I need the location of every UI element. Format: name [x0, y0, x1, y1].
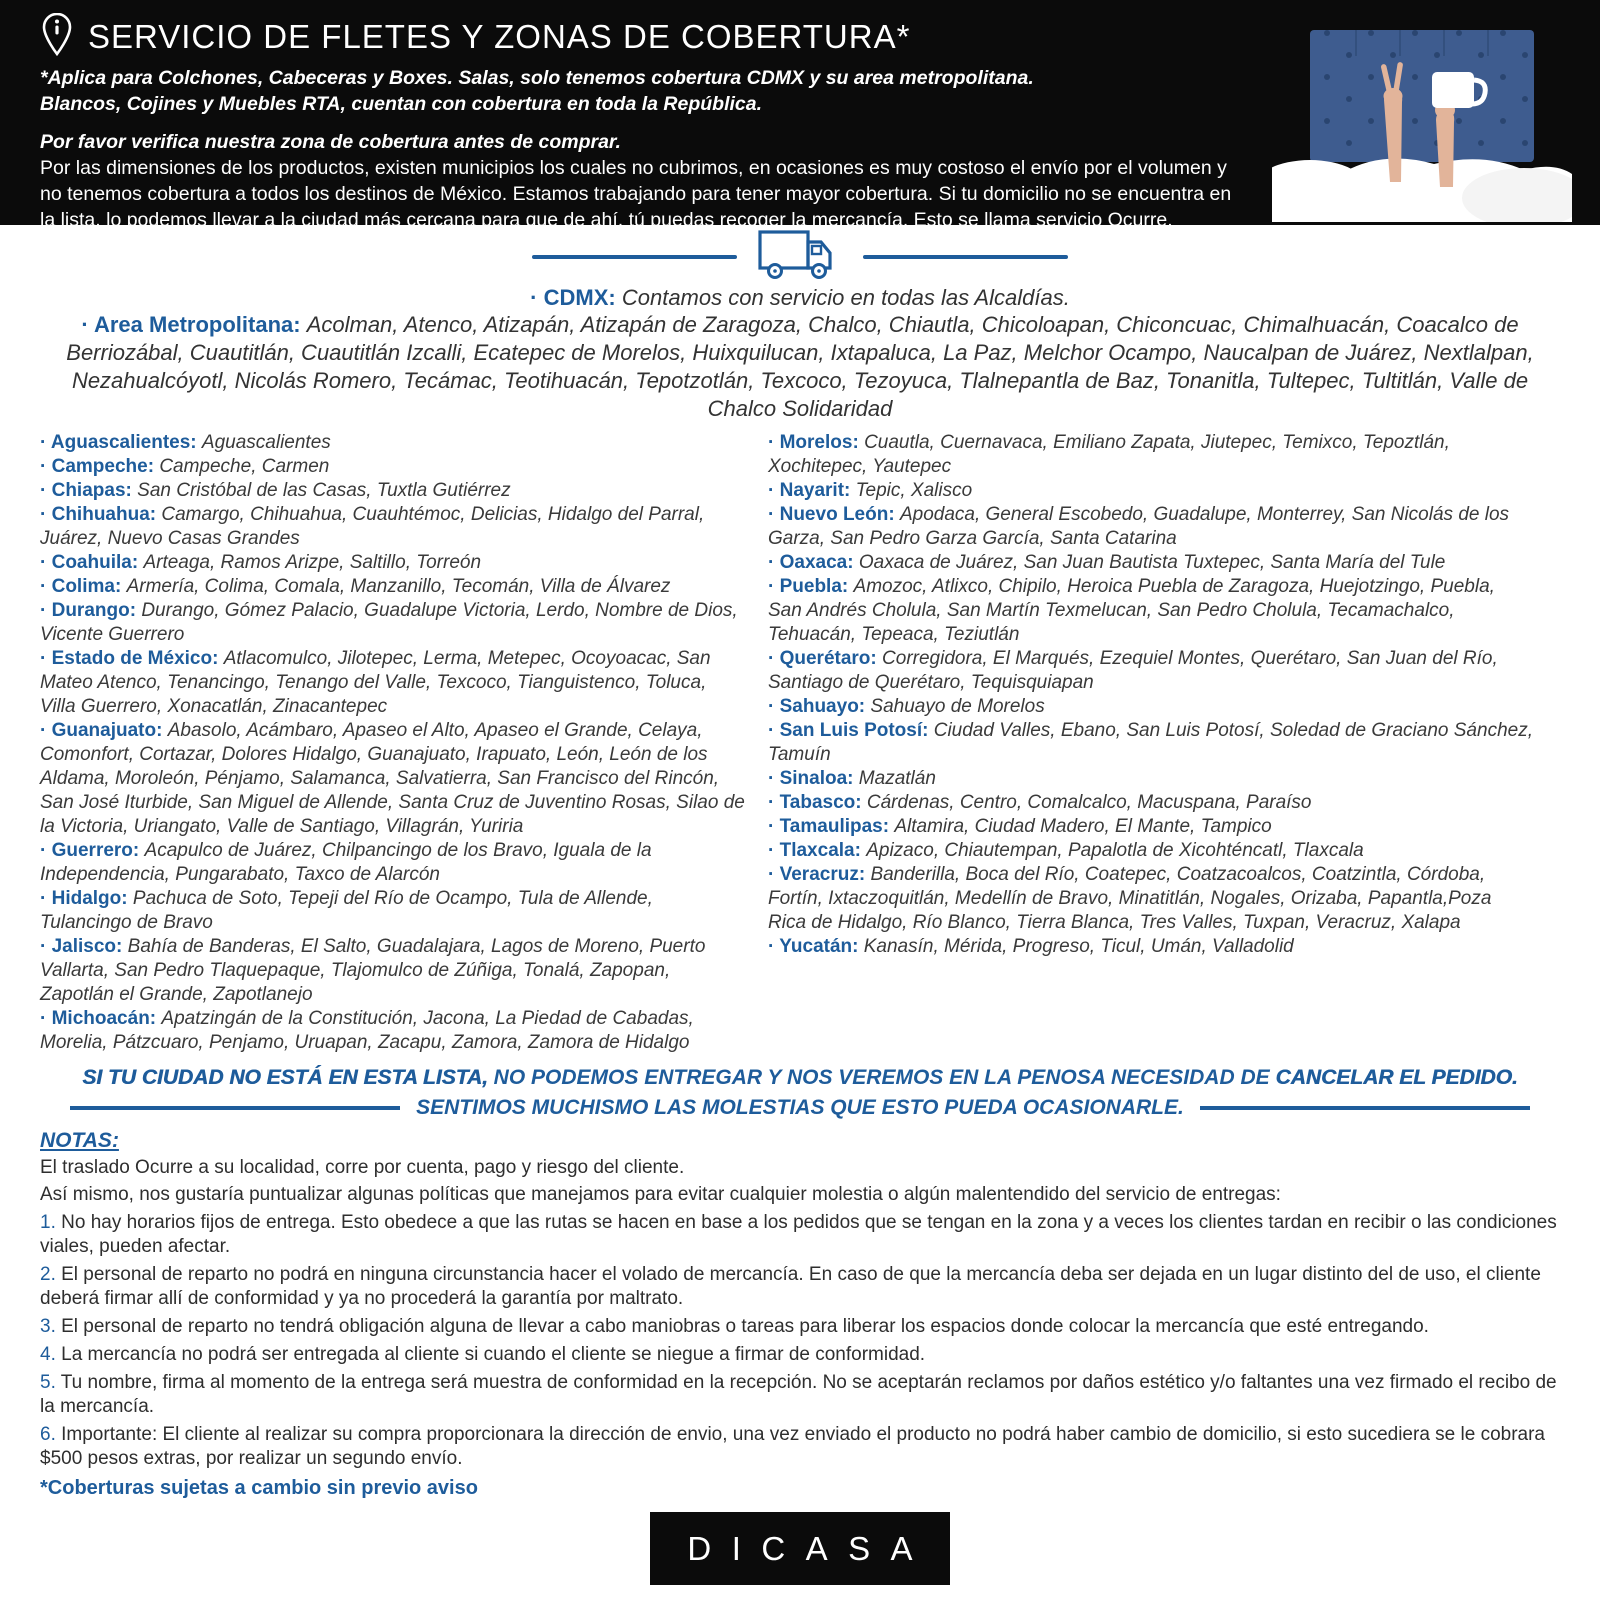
coverage-entry [40, 935, 746, 1007]
note-number: 6. [40, 1424, 62, 1445]
coverage-footnote: *Coberturas sujetas a cambio sin previo aviso [40, 1477, 478, 1499]
cities-list: Arteaga, Ramos Arizpe, Saltillo, Torreón [143, 552, 482, 573]
cdmx-text: Contamos con servicio en todas las Alcaldías. [621, 285, 1070, 310]
bullet-dot: · [768, 864, 780, 885]
cities-list: Bahía de Banderas, El Salto, Guadalajara, Lagos de Moreno, Puerto Vallarta, San Pedro Tlaquepaque, Tlajomulco de Zúñiga, Tonalá, Zapopan, Zapotlán el Grande, Zapotlanejo [40, 936, 706, 1005]
cities-list: Abasolo, Acámbaro, Apaseo el Alto, Apaseo el Grande, Celaya, Comonfort, Cortazar, Dolores Hidalgo, Guanajuato, Irapuato, León, León de los Aldama, Moroleón, Pénjamo, Salamanca, Salvatierra, San Francisco del Rincón, San José Iturbide, San Miguel de Allende, Santa Cruz de Juventino Rosas, Silao de la Victoria, Uriangato, Valle de Santiago, Villagrán, Yuriria [40, 720, 745, 837]
truck-divider [0, 231, 1600, 283]
state-label: Guanajuato: [51, 720, 168, 741]
state-label: Querétaro: [779, 648, 883, 669]
pin-info-icon [40, 13, 74, 62]
coverage-entry [768, 839, 1534, 863]
cities-list: Pachuca de Soto, Tepeji del Río de Ocampo, Tula de Allende, Tulancingo de Bravo [40, 888, 653, 933]
note-number: 4. [40, 1344, 62, 1365]
cities-list: Durango, Gómez Palacio, Guadalupe Victoria, Lerdo, Nombre de Dios, Vicente Guerrero [40, 600, 738, 645]
cdmx-label: · CDMX: [530, 285, 616, 310]
bullet-dot: · [768, 576, 780, 597]
metro-label: · Area Metropolitana: [81, 312, 301, 337]
cities-list: Apizaco, Chiautempan, Papalotla de Xicohténcatl, Tlaxcala [866, 840, 1364, 861]
bullet-dot: · [40, 480, 52, 501]
bullet-dot: · [768, 840, 780, 861]
state-label: Estado de México: [51, 648, 224, 669]
state-label: Colima: [51, 576, 127, 597]
coverage-entry [768, 695, 1534, 719]
state-label: Chihuahua: [51, 504, 162, 525]
state-label: Tabasco: [779, 792, 867, 813]
title-row [40, 14, 1250, 60]
notes-section [0, 1129, 1600, 1500]
coverage-entry [40, 719, 746, 839]
coverage-entry [40, 455, 746, 479]
state-label: Puebla: [779, 576, 854, 597]
note-item [40, 1211, 1560, 1259]
note-number: 2. [40, 1264, 62, 1285]
coverage-entry [40, 887, 746, 935]
coverage-column-left [40, 431, 746, 1055]
page-title: SERVICIO DE FLETES Y ZONAS DE COBERTURA* [88, 18, 911, 55]
coverage-entry [768, 719, 1534, 767]
cities-list: Oaxaca de Juárez, San Juan Bautista Tuxtepec, Santa María del Tule [858, 552, 1446, 573]
coverage-entry [40, 1007, 746, 1055]
coverage-entry [768, 503, 1534, 551]
coverage-entry [768, 815, 1534, 839]
warning-strong1: SI TU CIUDAD NO ESTÁ EN ESTA LISTA, [82, 1066, 488, 1089]
coverage-entry [40, 599, 746, 647]
cities-list: Ciudad Valles, Ebano, San Luis Potosí, Soledad de Graciano Sánchez, Tamuín [768, 720, 1533, 765]
bullet-dot: · [40, 888, 52, 909]
state-label: Sahuayo: [779, 696, 871, 717]
bullet-dot: · [768, 480, 780, 501]
bullet-dot: · [40, 720, 52, 741]
bullet-dot: · [768, 720, 780, 741]
coverage-entry [40, 479, 746, 503]
cities-list: Amozoc, Atlixco, Chipilo, Heroica Puebla de Zaragoza, Huejotzingo, Puebla, San Andrés Cholula, San Martín Texmelucan, San Pedro Cholula, Tecamachalco, Tehuacán, Tepeaca, Teziutlán [768, 576, 1495, 645]
coverage-entry [768, 935, 1534, 959]
bullet-dot: · [768, 792, 780, 813]
bullet-dot: · [768, 768, 780, 789]
coverage-entry [40, 503, 746, 551]
state-label: Sinaloa: [779, 768, 859, 789]
state-label: Veracruz: [779, 864, 871, 885]
state-label: Jalisco: [51, 936, 128, 957]
cities-list: Cuautla, Cuernavaca, Emiliano Zapata, Jiutepec, Temixco, Tepoztlán, Xochitepec, Yautepec [768, 432, 1450, 477]
state-label: Michoacán: [51, 1008, 162, 1029]
state-label: Tamaulipas: [779, 816, 895, 837]
bullet-dot: · [40, 504, 52, 525]
warning-line2 [65, 1095, 1535, 1121]
hero-subtitle [40, 65, 1250, 117]
coverage-entry [768, 767, 1534, 791]
cities-list: San Cristóbal de las Casas, Tuxtla Gutiérrez [137, 480, 511, 501]
cities-list: Atlacomulco, Jilotepec, Lerma, Metepec, Ocoyoacac, San Mateo Atenco, Tenancingo, Tenango del Valle, Texcoco, Tianguistenco, Toluca, Villa Guerrero, Xonacatlán, Zinacantepec [40, 648, 711, 717]
note-item [40, 1315, 1560, 1339]
divider-rule-left [532, 255, 737, 259]
state-label: Yucatán: [779, 936, 864, 957]
bullet-dot: · [40, 456, 52, 477]
state-label: Morelos: [779, 432, 865, 453]
state-label: Oaxaca: [779, 552, 859, 573]
note-item [40, 1423, 1560, 1471]
metro-cities: Acolman, Atenco, Atizapán, Atizapán de Zaragoza, Chalco, Chiautla, Chicoloapan, Chiconcuac, Chimalhuacán, Coacalco de Berriozábal, Cuautitlán, Cuautitlán Izcalli, Ecatepec de Morelos, Huixquilucan, Ixtapaluca, La Paz, Melchor Ocampo, Naucalpan de Juárez, Nextlalpan, Nezahualcóyotl, Nicolás Romero, Tecámac, Teotihuacán, Tepotzotlán, Texcoco, Tezoyuca, Tlalnepantla de Baz, Tonanitla, Tultepec, Tultitlán, Valle de Chalco Solidaridad [66, 312, 1534, 421]
coverage-entry [768, 479, 1534, 503]
cities-list: Armería, Colima, Comala, Manzanillo, Tecomán, Villa de Álvarez [126, 576, 671, 597]
hero-bold-note: Por favor verifica nuestra zona de cobertura antes de comprar. [40, 131, 621, 153]
warning-mid: NO PODEMOS ENTREGAR Y NOS VEREMOS EN LA PENOSA NECESIDAD DE [487, 1066, 1276, 1089]
bullet-dot: · [40, 576, 52, 597]
state-label: San Luis Potosí: [779, 720, 934, 741]
state-label: Tlaxcala: [779, 840, 867, 861]
coverage-entry [768, 647, 1534, 695]
state-label: Hidalgo: [51, 888, 133, 909]
warning-rule-right [1200, 1106, 1530, 1110]
cities-list: Corregidora, El Marqués, Ezequiel Montes, Querétaro, San Juan del Río, Santiago de Querétaro, Tequisquiapan [768, 648, 1498, 693]
warning-strong2: CANCELAR EL PEDIDO. [1275, 1066, 1518, 1089]
bullet-dot: · [40, 840, 52, 861]
cities-list: Altamira, Ciudad Madero, El Mante, Tampico [894, 816, 1272, 837]
divider-rule-right [863, 255, 1068, 259]
bullet-dot: · [768, 504, 780, 525]
cities-list: Mazatlán [858, 768, 936, 789]
note-text: No hay horarios fijos de entrega. Esto obedece a que las rutas se hacen en base a los pedidos que se tengan en la zona y a veces los clientes tardan en recibir o las condiciones viales, pueden afectar. [40, 1212, 1557, 1257]
warning-line1 [0, 1065, 1600, 1091]
cities-list: Kanasín, Mérida, Progreso, Ticul, Umán, Valladolid [863, 936, 1294, 957]
bullet-dot: · [40, 936, 52, 957]
note-text: La mercancía no podrá ser entregada al cliente si cuando el cliente se niegue a firmar de conformidad. [61, 1344, 926, 1365]
cities-list: Tepic, Xalisco [855, 480, 973, 501]
note-text: Tu nombre, firma al momento de la entrega será muestra de conformidad en la recepción. No se aceptarán reclamos por daños estético y/o faltantes una vez firmado el recibo de la mercancía. [40, 1372, 1557, 1417]
bullet-dot: · [40, 1008, 52, 1029]
bullet-dot: · [40, 432, 51, 453]
cities-list: Banderilla, Boca del Río, Coatepec, Coatzacoalcos, Coatzintla, Córdoba, Fortín, Ixtaczoquitlán, Medellín de Bravo, Minatitlán, Nogales, Orizaba, Papantla,Poza Rica de Hidalgo, Río Blanco, Tierra Blanca, Tres Valles, Tuxpan, Veracruz, Xalapa [768, 864, 1492, 933]
coverage-entry [768, 863, 1534, 935]
bullet-dot: · [768, 936, 780, 957]
bullet-dot: · [40, 648, 52, 669]
bullet-dot: · [768, 696, 780, 717]
notes-items [40, 1211, 1560, 1471]
coverage-entry [768, 551, 1534, 575]
bullet-dot: · [40, 600, 52, 621]
metro-paragraph [48, 311, 1553, 423]
cities-list: Aguascalientes [201, 432, 331, 453]
coverage-entry [40, 575, 746, 599]
note-text: El personal de reparto no podrá en ninguna circunstancia hacer el volado de mercancía. En caso de que la mercancía deba ser dejada en un lugar distinto del de uso, el cliente deberá firmar allí de conformidad y ya no procederá la garantía por maltrato. [40, 1264, 1541, 1309]
state-label: Chiapas: [51, 480, 138, 501]
cities-list: Acapulco de Juárez, Chilpancingo de los Bravo, Iguala de la Independencia, Pungarabato, Taxco de Alarcón [40, 840, 652, 885]
note-text: El personal de reparto no tendrá obligación alguna de llevar a cabo maniobras o tareas para liberar los espacios donde colocar la mercancía que esté entregando. [61, 1316, 1429, 1337]
hero-paragraph: Por las dimensiones de los productos, existen municipios los cuales no cubrimos, en ocasiones es muy costoso el envío por el volumen y no tenemos cobertura a todos los destinos de México. Estamos trabajando para tener mayor cobertura. Si tu domicilio no se encuentra en la lista, lo podemos llevar a la ciudad más cercana para que de ahí, tú puedas recoger la mercancía. Esto se llama servicio Ocurre. [40, 157, 1232, 231]
truck-icon [757, 229, 843, 286]
coverage-entry [40, 431, 746, 455]
state-label: Nuevo León: [779, 504, 900, 525]
bullet-dot: · [768, 816, 780, 837]
notes-intro2: Así mismo, nos gustaría puntualizar algunas políticas que manejamos para evitar cualquier molestia o algún malentendido del servicio de entregas: [40, 1184, 1281, 1205]
state-label: Aguascalientes: [50, 432, 202, 453]
coverage-columns [0, 431, 1600, 1055]
note-number: 5. [40, 1372, 61, 1393]
cities-list: Cárdenas, Centro, Comalcalco, Macuspana, Paraíso [866, 792, 1312, 813]
cities-list: Sahuayo de Morelos [870, 696, 1045, 717]
note-text: Importante: El cliente al realizar su compra proporcionara la dirección de envio, una vez enviado el producto no podrá haber cambio de domicilio, si esto sucediera se le cobrara $500 pesos extras, por realizar un segundo envío. [40, 1424, 1545, 1469]
cdmx-line [0, 285, 1600, 311]
note-item [40, 1343, 1560, 1367]
coverage-entry [40, 839, 746, 887]
cities-list: Camargo, Chihuahua, Cuauhtémoc, Delicias, Hidalgo del Parral, Juárez, Nuevo Casas Grandes [40, 504, 705, 549]
coverage-entry [768, 431, 1534, 479]
coverage-entry [768, 791, 1534, 815]
warning-line2-text: SENTIMOS MUCHISMO LAS MOLESTIAS QUE ESTO PUEDA OCASIONARLE. [416, 1096, 1184, 1119]
footer [0, 1512, 1600, 1585]
coverage-entry [40, 647, 746, 719]
notes-heading: NOTAS: [40, 1129, 119, 1152]
coverage-column-right [768, 431, 1534, 1055]
state-label: Durango: [51, 600, 142, 621]
notes-intro1: El traslado Ocurre a su localidad, corre por cuenta, pago y riesgo del cliente. [40, 1157, 685, 1178]
hero-subtitle-line2: Blancos, Cojines y Muebles RTA, cuentan con cobertura en toda la República. [40, 93, 763, 115]
hero-header [0, 0, 1600, 231]
coverage-entry [768, 575, 1534, 647]
state-label: Nayarit: [779, 480, 856, 501]
cities-list: Apodaca, General Escobedo, Guadalupe, Monterrey, San Nicolás de los Garza, San Pedro Garza García, Santa Catarina [768, 504, 1510, 549]
warning-block [0, 1065, 1600, 1121]
note-number: 1. [40, 1212, 62, 1233]
bullet-dot: · [40, 552, 52, 573]
coverage-entry [40, 551, 746, 575]
bullet-dot: · [768, 648, 780, 669]
note-number: 3. [40, 1316, 62, 1337]
state-label: Campeche: [51, 456, 160, 477]
warning-rule-left [70, 1106, 400, 1110]
note-item [40, 1371, 1560, 1419]
hero-subtitle-line1: *Aplica para Colchones, Cabeceras y Boxes. Salas, solo tenemos cobertura CDMX y su area metropolitana. [40, 67, 1034, 89]
cities-list: Apatzingán de la Constitución, Jacona, La Piedad de Cabadas, Morelia, Pátzcuaro, Penjamo, Uruapan, Zacapu, Zamora, Zamora de Hidalgo [40, 1008, 694, 1053]
note-item [40, 1263, 1560, 1311]
brand-logo-box [650, 1512, 950, 1585]
state-label: Coahuila: [51, 552, 144, 573]
brand-logo-text: DICASA [687, 1529, 934, 1567]
bullet-dot: · [768, 432, 780, 453]
bullet-dot: · [768, 552, 780, 573]
state-label: Guerrero: [51, 840, 145, 861]
bed-photo [1272, 22, 1572, 222]
cities-list: Campeche, Carmen [159, 456, 330, 477]
